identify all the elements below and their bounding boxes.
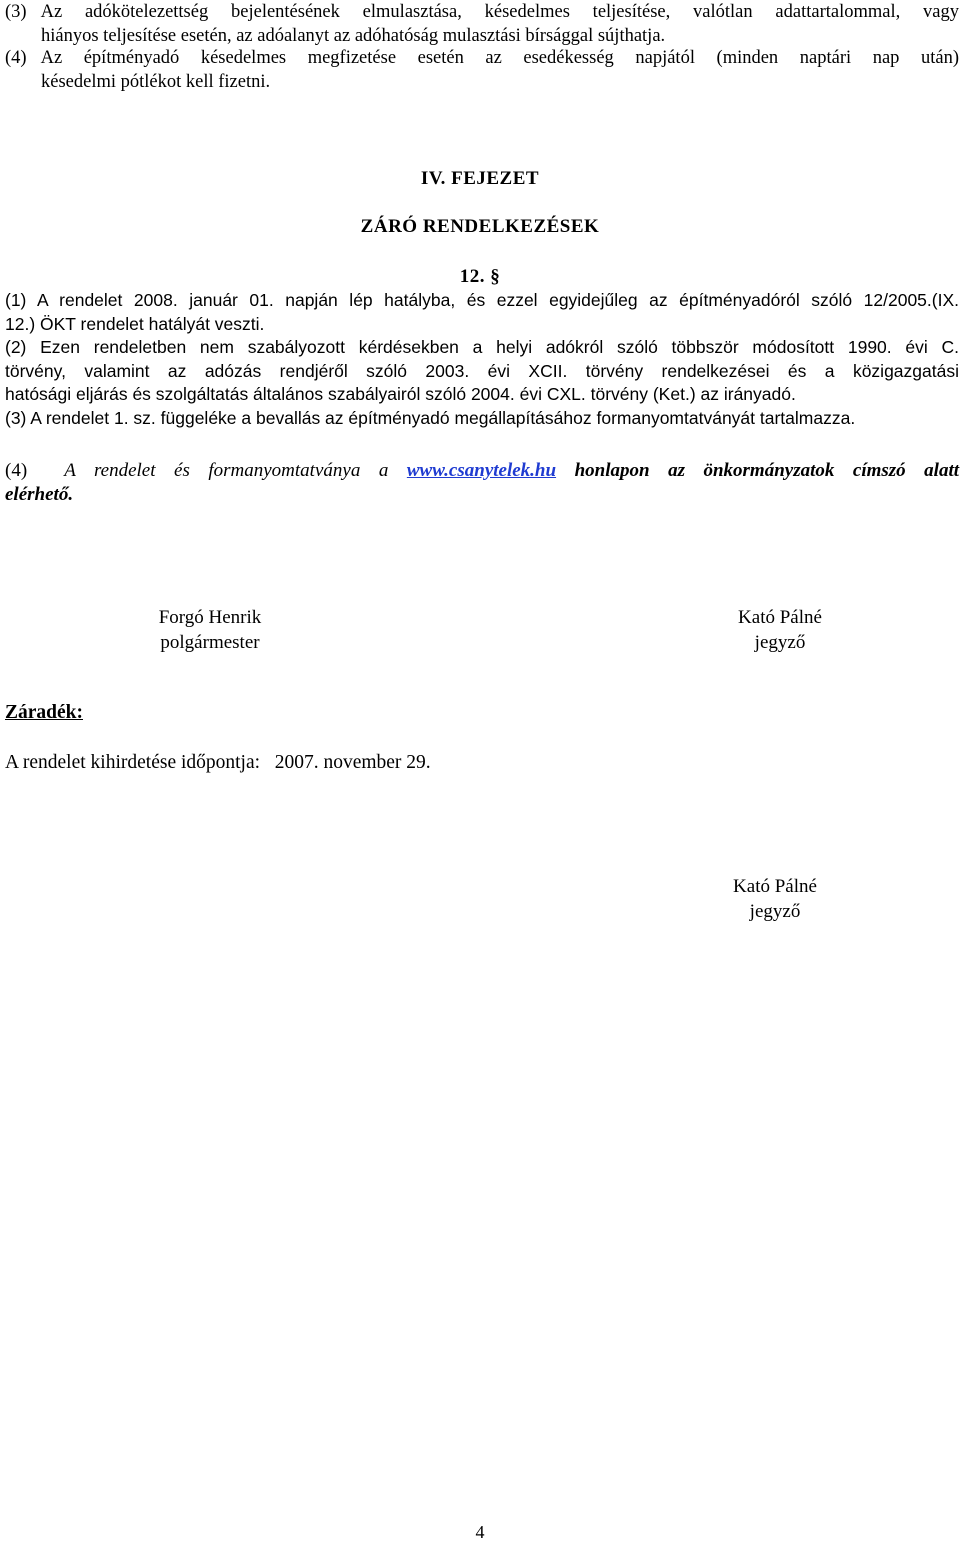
section-para-4-prefix: (4) [5,460,65,481]
paragraph-text-cont: késedelmi pótlékot kell fizetni. [41,72,271,92]
paragraph-text: Az adókötelezettség bejelentésének elmulasztása, késedelmes teljesítése, valótlan adattartalommal, vagy [40,2,959,22]
section-para-3-line-1: (3) A rendelet 1. sz. függeléke a bevallás az építményadó megállapításához formanyomtatványát tartalmazza. [5,408,856,428]
section-para-2 [5,336,959,407]
clause-heading: Záradék: [5,702,83,723]
announcement-date: 2007. november 29. [274,752,431,773]
announcement-label: A rendelet kihirdetése időpontja: [5,752,261,773]
signature-right-name: Kató Pálné [738,607,822,628]
section-para-2-line-3: hatósági eljárás és szolgáltatás általános szabályairól szóló 2004. évi CXL. törvény (Ket.) az irányadó. [5,384,796,404]
section-para-2-line-2: törvény, valamint az adózás rendjéről szóló 2003. évi XCII. törvény rendelkezései és a közigazgatási [5,360,959,381]
announcement-line [5,752,431,774]
section-para-4-bolditalic: honlapon az önkormányzatok címszó alatt [556,460,960,481]
paragraph-number: (4) [5,48,27,68]
website-link[interactable]: www.csanytelek.hu [406,460,557,481]
paragraph-number: (3) [5,2,27,22]
clause-signature-name: Kató Pálné [733,876,817,897]
section-number: 12. § [459,266,501,287]
signature-left-name: Forgó Henrik [158,607,262,628]
chapter-title: ZÁRÓ RENDELKEZÉSEK [360,216,600,237]
section-para-1 [5,289,959,336]
chapter-number: IV. FEJEZET [420,168,540,189]
paragraph-3 [5,0,959,48]
clause-signature-title: jegyző [749,901,801,922]
section-para-4-line-2: elérhető. [5,484,74,505]
paragraph-text-cont: hiányos teljesítése esetén, az adóalanyt az adóhatóság mulasztási bírsággal sújthatja. [41,26,666,46]
clause-signature [675,874,875,924]
section-para-2-line-1: (2) Ezen rendeletben nem szabályozott kérdésekben a helyi adókról szóló többször módosított 1990. évi C. [5,337,959,357]
section-para-1-line-1: (1) A rendelet 2008. január 01. napján lép hatályba, és ezzel egyidejűleg az építményadóról szóló 12/2005.(IX. [5,290,959,310]
section-para-4 [5,459,959,507]
signature-right-title: jegyző [754,632,806,653]
signature-left-title: polgármester [160,632,260,653]
section-para-3 [5,407,959,431]
paragraph-text: Az építményadó késedelmes megfizetése esetén az esedékesség napjától (minden naptári nap után) [40,48,959,68]
signature-left [110,605,310,655]
section-para-4-italic: A rendelet és formanyomtatványa a [64,460,407,481]
signature-right [680,605,880,655]
section-para-1-line-2: 12.) ÖKT rendelet hatályát veszti. [5,313,265,334]
paragraph-4 [5,46,959,94]
page-number: 4 [475,1522,485,1542]
